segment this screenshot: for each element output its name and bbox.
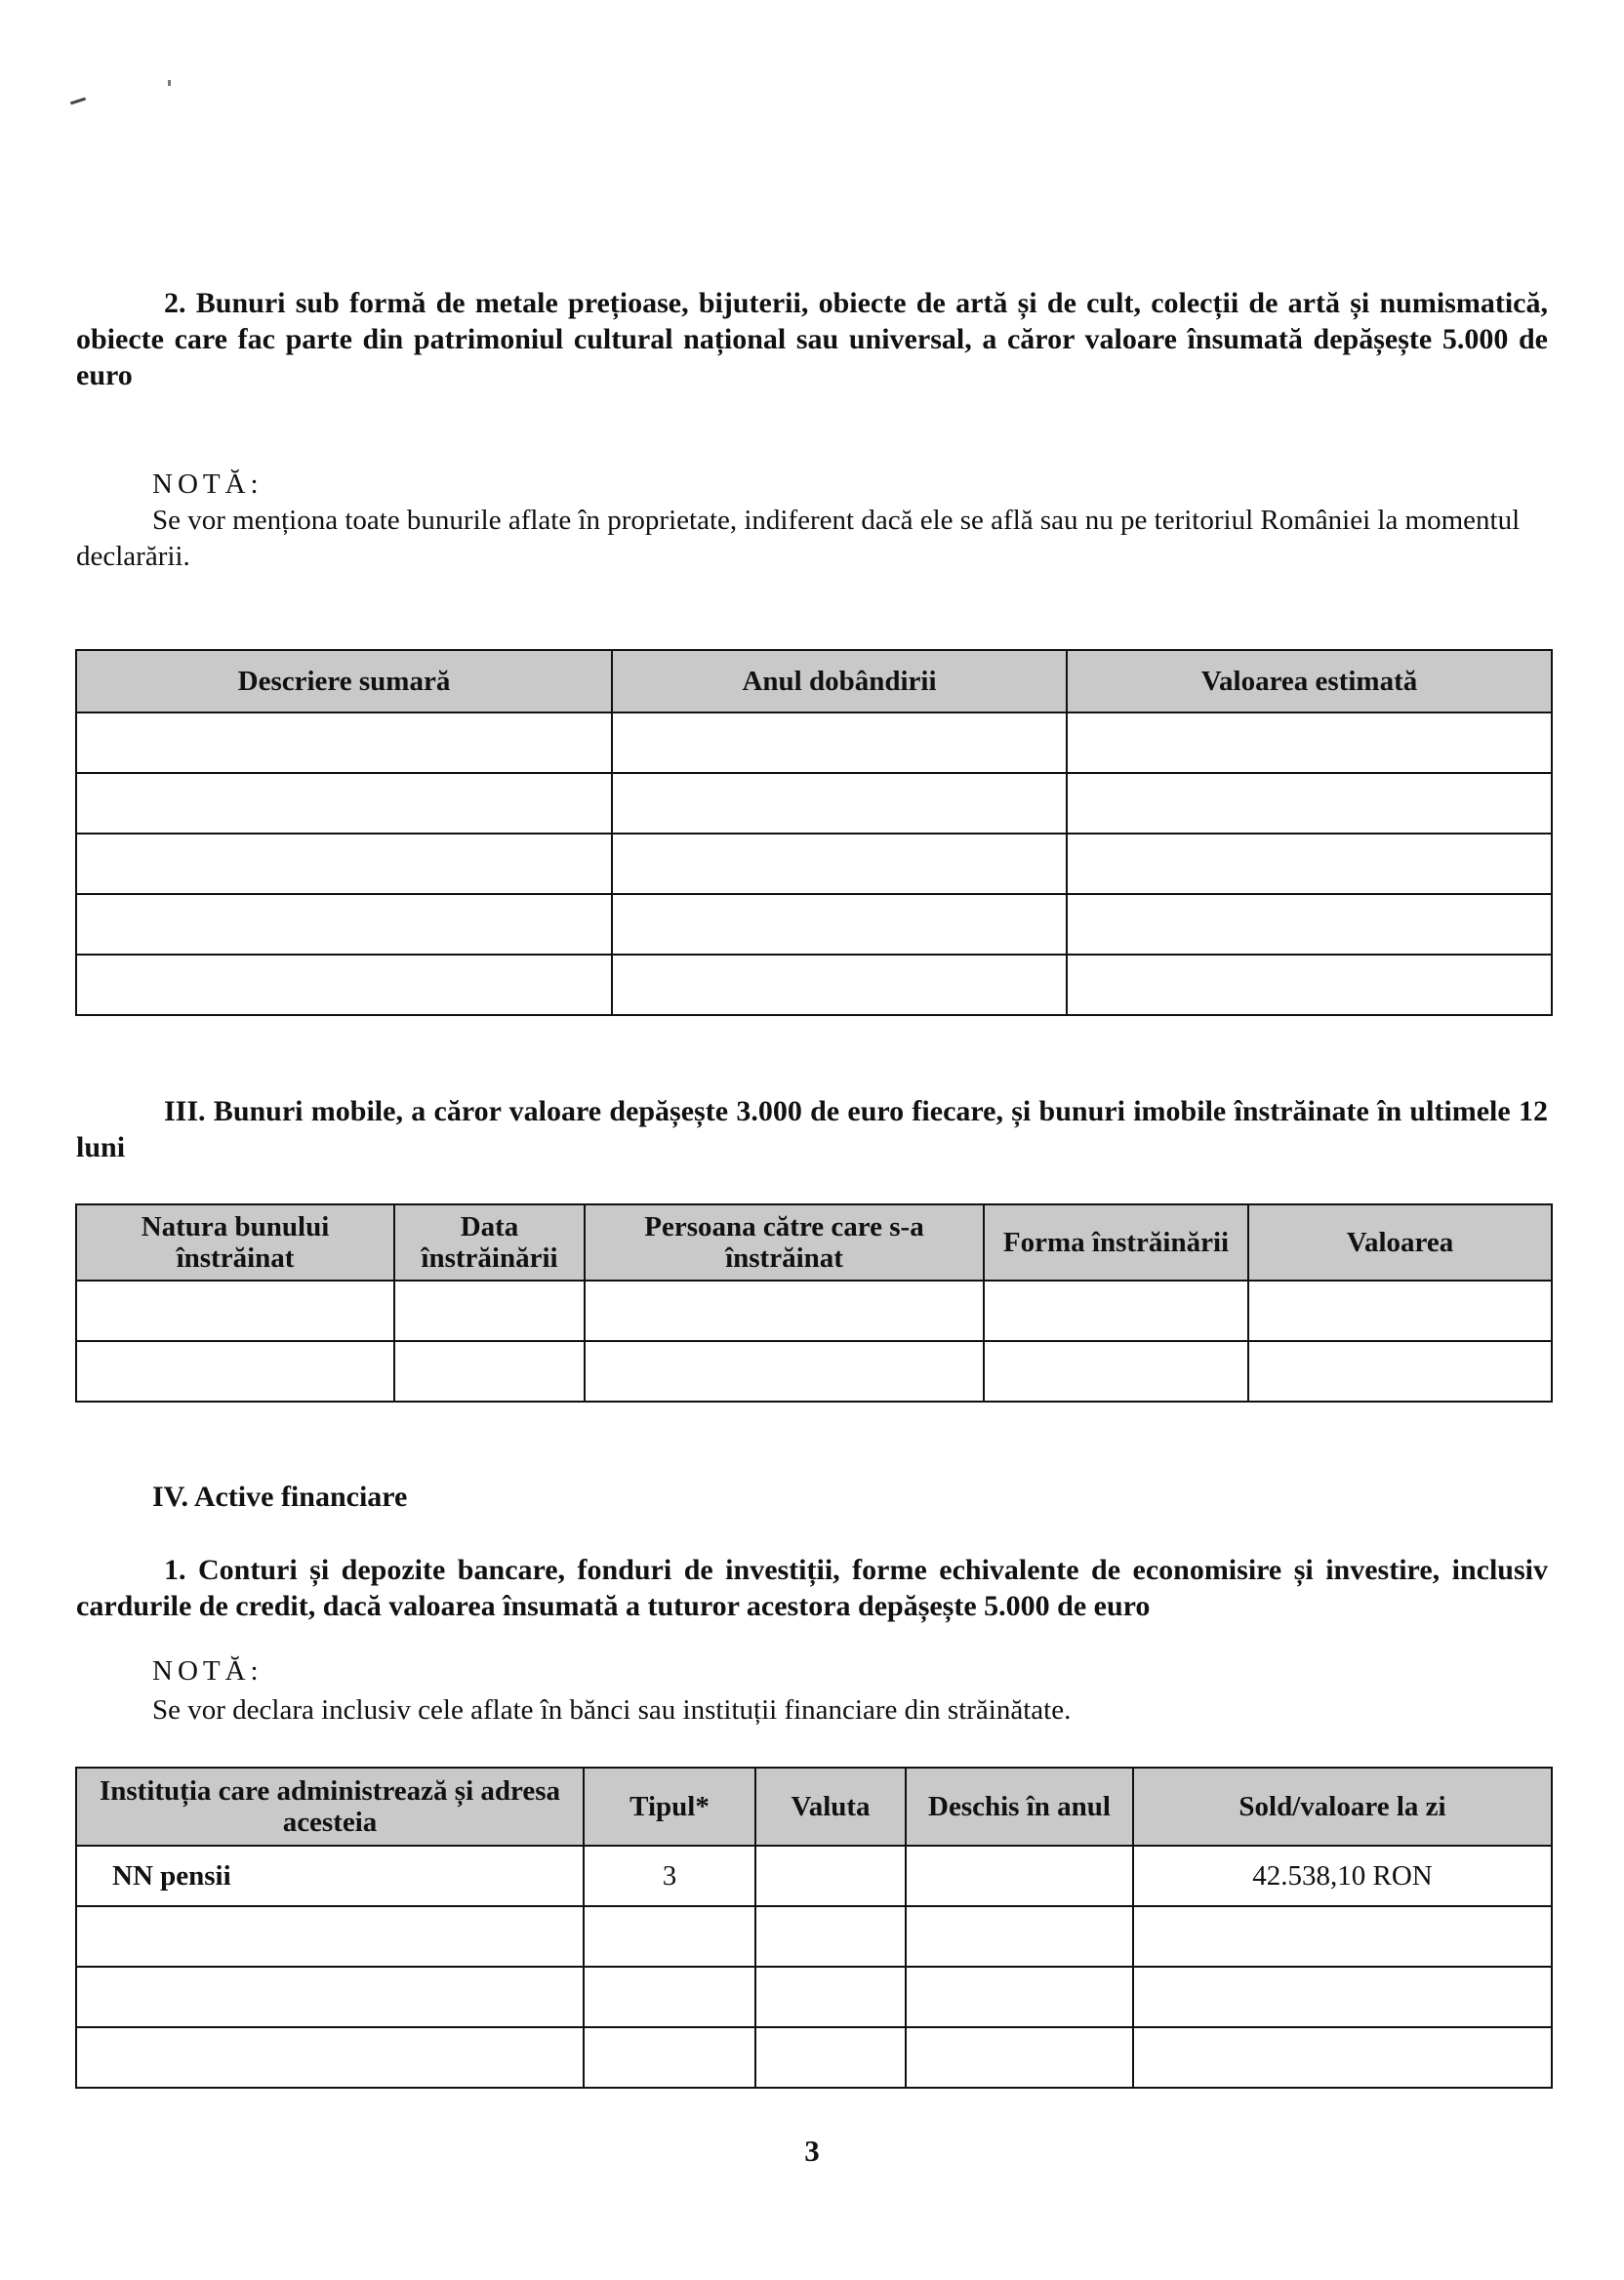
table-row (76, 2027, 1552, 2088)
table-row (76, 894, 1552, 955)
column-header: Instituția care administrează și adresa acesteia (76, 1768, 584, 1846)
table-row (76, 955, 1552, 1015)
column-header: Descriere sumară (76, 650, 612, 712)
table-cell (612, 773, 1067, 834)
table-cell (1248, 1281, 1552, 1341)
section-2-heading: 2. Bunuri sub formă de metale prețioase, bijuterii, obiecte de artă și de cult, colecții de artă și numismatică, obiecte care fac parte din patrimoniul cultural național sau universal, a căror valoare însumată depășește 5.000 de euro (76, 287, 1548, 391)
section-3-heading: III. Bunuri mobile, a căror valoare depășește 3.000 de euro fiecare, și bunuri imobile înstrăinate în ultimele 12 luni (76, 1095, 1548, 1163)
column-header: Anul dobândirii (612, 650, 1067, 712)
table-cell (76, 1906, 584, 1967)
table-cell (76, 894, 612, 955)
column-header: Valoarea (1248, 1204, 1552, 1281)
tip-cell: 3 (584, 1846, 755, 1906)
table-cell (612, 894, 1067, 955)
table-cell (984, 1281, 1248, 1341)
column-header: Natura bunului înstrăinat (76, 1204, 394, 1281)
column-header: Data înstrăinării (394, 1204, 585, 1281)
table-cell (1133, 2027, 1552, 2088)
table-cell (1067, 773, 1552, 834)
table-cell (76, 1281, 394, 1341)
table-cell (906, 1906, 1133, 1967)
table-cell (755, 2027, 906, 2088)
table-cell (1067, 834, 1552, 894)
deschis-cell (906, 1846, 1133, 1906)
nota-title: NOTĂ: (152, 1655, 264, 1687)
table-cell (584, 1906, 755, 1967)
institution-cell: NN pensii (76, 1846, 584, 1906)
table-cell (76, 2027, 584, 2088)
table-cell (755, 1967, 906, 2027)
column-header: Forma înstrăinării (984, 1204, 1248, 1281)
table-cell (76, 773, 612, 834)
table-row (76, 834, 1552, 894)
table-cell (76, 955, 612, 1015)
table-cell (612, 955, 1067, 1015)
page-number: 3 (804, 2134, 820, 2168)
table-row (76, 712, 1552, 773)
nota-title: NOTĂ: (152, 468, 264, 500)
section-4-heading: IV. Active financiare (152, 1481, 408, 1513)
table-cell (394, 1281, 585, 1341)
table-row (76, 1906, 1552, 1967)
table-cell (1067, 894, 1552, 955)
table-cell (76, 1341, 394, 1402)
table-row (76, 1846, 1552, 1906)
valuta-cell (755, 1846, 906, 1906)
column-header: Sold/valoare la zi (1133, 1768, 1552, 1846)
table-cell (584, 1967, 755, 2027)
scan-mark (168, 80, 171, 86)
table-cell (1133, 1906, 1552, 1967)
table-cell (612, 834, 1067, 894)
bunuri-instrainate-table (75, 1203, 1553, 1403)
table-cell (612, 712, 1067, 773)
table-cell (1067, 712, 1552, 773)
section-4-1-heading: 1. Conturi și depozite bancare, fonduri de investiții, forme echivalente de economisire și investire, inclusiv cardurile de credit, dacă valoarea însumată a tuturor acestora depășește 5.000 de euro (76, 1554, 1548, 1622)
column-header: Valuta (755, 1768, 906, 1846)
table-cell (984, 1341, 1248, 1402)
table-cell (906, 1967, 1133, 2027)
column-header: Valoarea estimată (1067, 650, 1552, 712)
table-cell (1067, 955, 1552, 1015)
table-row (76, 1967, 1552, 2027)
table-row (76, 1341, 1552, 1402)
table-cell (76, 834, 612, 894)
sold-cell: 42.538,10 RON (1133, 1846, 1552, 1906)
table-cell (1248, 1341, 1552, 1402)
bunuri-pretioase-table (75, 649, 1553, 1016)
table-cell (585, 1281, 984, 1341)
table-row (76, 773, 1552, 834)
table-cell (906, 2027, 1133, 2088)
table-row (76, 1281, 1552, 1341)
table-cell (755, 1906, 906, 1967)
scan-mark (70, 98, 86, 105)
table-cell (76, 712, 612, 773)
nota-text: Se vor declara inclusiv cele aflate în bănci sau instituții financiare din străinătate. (152, 1694, 1072, 1726)
table-cell (584, 2027, 755, 2088)
nota-text: Se vor menționa toate bunurile aflate în proprietate, indiferent dacă ele se află sau nu pe teritoriul României la momentul declarării. (76, 505, 1521, 572)
table-cell (394, 1341, 585, 1402)
table-cell (585, 1341, 984, 1402)
column-header: Tipul* (584, 1768, 755, 1846)
table-cell (1133, 1967, 1552, 2027)
table-cell (76, 1967, 584, 2027)
column-header: Persoana către care s-a înstrăinat (585, 1204, 984, 1281)
active-financiare-table (75, 1767, 1553, 2089)
column-header: Deschis în anul (906, 1768, 1133, 1846)
